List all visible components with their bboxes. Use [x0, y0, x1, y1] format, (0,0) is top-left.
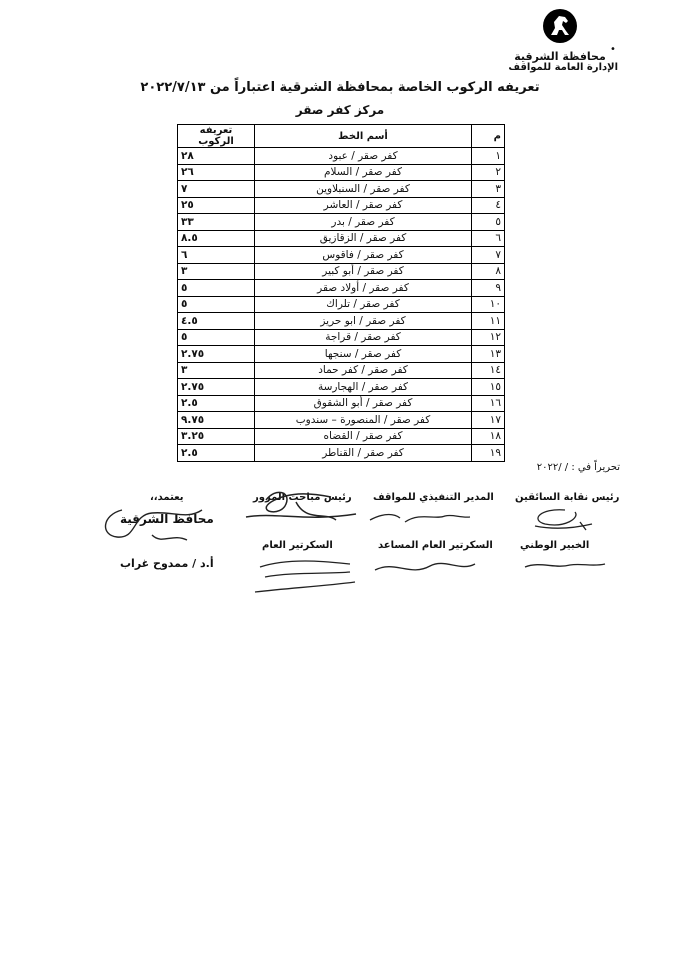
horse-logo-icon — [540, 8, 580, 44]
route-name: كفر صقر / ابو حريز — [255, 313, 472, 330]
table-row — [178, 280, 505, 297]
department-name: الإدارة العامة للمواقف — [508, 62, 618, 73]
route-fare: ٨.٥ — [178, 230, 255, 247]
route-name: كفر صقر / أبو كبير — [255, 263, 472, 280]
route-name: كفر صقر / المنصورة – سندوب — [255, 412, 472, 429]
route-name: كفر صقر / كفر حماد — [255, 362, 472, 379]
table-header-row — [178, 125, 505, 148]
table-row — [178, 296, 505, 313]
row-number: ٥ — [472, 214, 505, 231]
table-row — [178, 395, 505, 412]
route-name: كفر صقر / السلام — [255, 164, 472, 181]
route-name: كفر صقر / سنجها — [255, 346, 472, 363]
row-number: ١١ — [472, 313, 505, 330]
route-name: كفر صقر / الهجارسة — [255, 379, 472, 396]
route-fare: ٢.٥ — [178, 445, 255, 462]
dot-mark: • — [610, 44, 616, 55]
header-block — [505, 8, 615, 63]
table-row — [178, 197, 505, 214]
route-name: كفر صقر / عبود — [255, 148, 472, 165]
governor-name: أ.د / ممدوح غراب — [120, 557, 214, 570]
row-number: ٨ — [472, 263, 505, 280]
route-fare: ٦ — [178, 247, 255, 264]
table-row — [178, 428, 505, 445]
header-route: أسم الخط — [255, 125, 472, 148]
traffic-head-signature — [236, 482, 366, 532]
route-fare: ٢٨ — [178, 148, 255, 165]
table-row — [178, 445, 505, 462]
union-head-signature — [520, 500, 600, 535]
expert-title: الخبير الوطني — [520, 540, 590, 551]
route-fare: ٤.٥ — [178, 313, 255, 330]
table-row — [178, 346, 505, 363]
route-fare: ٩.٧٥ — [178, 412, 255, 429]
row-number: ١٧ — [472, 412, 505, 429]
route-fare: ٢.٧٥ — [178, 379, 255, 396]
route-name: كفر صقر / أولاد صقر — [255, 280, 472, 297]
route-fare: ٢٦ — [178, 164, 255, 181]
route-name: كفر صقر / أبو الشقوق — [255, 395, 472, 412]
route-fare: ٣.٢٥ — [178, 428, 255, 445]
row-number: ٩ — [472, 280, 505, 297]
row-number: ١٨ — [472, 428, 505, 445]
route-fare: ٣ — [178, 263, 255, 280]
secretary-signature — [250, 552, 360, 597]
table-row — [178, 164, 505, 181]
asst-secretary-signature — [370, 552, 480, 582]
governor-title: محافظ الشرقية — [120, 512, 214, 526]
row-number: ٧ — [472, 247, 505, 264]
route-name: كفر صقر / القضاه — [255, 428, 472, 445]
table-row — [178, 181, 505, 198]
route-fare: ٥ — [178, 296, 255, 313]
exec-director-title: المدير التنفيذي للمواقف — [373, 492, 494, 503]
table-row — [178, 379, 505, 396]
route-name: كفر صقر / فاقوس — [255, 247, 472, 264]
route-name: كفر صقر / العاشر — [255, 197, 472, 214]
fares-table — [177, 124, 505, 462]
route-fare: ٢.٥ — [178, 395, 255, 412]
header-num: م — [472, 125, 505, 148]
row-number: ٣ — [472, 181, 505, 198]
row-number: ١٦ — [472, 395, 505, 412]
row-number: ١٠ — [472, 296, 505, 313]
union-head-title: رئيس نقابة السائقين — [515, 492, 620, 503]
traffic-head-title: رئيس مباحث المرور — [253, 492, 352, 503]
table-row — [178, 412, 505, 429]
route-fare: ٥ — [178, 329, 255, 346]
route-name: كفر صقر / السنبلاوين — [255, 181, 472, 198]
row-number: ١ — [472, 148, 505, 165]
route-name: كفر صقر / قراجة — [255, 329, 472, 346]
table-row — [178, 329, 505, 346]
table-row — [178, 263, 505, 280]
governorate-name: محافظة الشرقية — [514, 50, 606, 63]
table-row — [178, 247, 505, 264]
row-number: ٤ — [472, 197, 505, 214]
table-row — [178, 362, 505, 379]
header-fare: تعريفه الركوب — [178, 125, 255, 148]
row-number: ١٩ — [472, 445, 505, 462]
table-row — [178, 230, 505, 247]
route-fare: ٥ — [178, 280, 255, 297]
approve-label: يعتمد،، — [150, 492, 184, 503]
row-number: ١٢ — [472, 329, 505, 346]
route-name: كفر صقر / الزقازيق — [255, 230, 472, 247]
asst-secretary-title: السكرتير العام المساعد — [378, 540, 493, 551]
page-subtitle: مركز كفر صقر — [295, 103, 385, 117]
route-name: كفر صقر / القناطر — [255, 445, 472, 462]
row-number: ١٤ — [472, 362, 505, 379]
table-row — [178, 148, 505, 165]
route-name: كفر صقر / تلراك — [255, 296, 472, 313]
route-fare: ٣٣ — [178, 214, 255, 231]
route-fare: ٣ — [178, 362, 255, 379]
route-fare: ٢٥ — [178, 197, 255, 214]
table-row — [178, 313, 505, 330]
row-number: ١٣ — [472, 346, 505, 363]
written-date: تحريراً في : / /٢٠٢٢ — [536, 462, 620, 473]
expert-signature — [520, 555, 610, 575]
exec-director-signature — [365, 502, 475, 532]
row-number: ٢ — [472, 164, 505, 181]
route-fare: ٧ — [178, 181, 255, 198]
route-fare: ٢.٧٥ — [178, 346, 255, 363]
row-number: ١٥ — [472, 379, 505, 396]
governor-signature — [92, 495, 212, 560]
table-row — [178, 214, 505, 231]
page-title: تعريفه الركوب الخاصة بمحافظة الشرقية اعتباراً من ٢٠٢٢/٧/١٣ — [140, 80, 540, 95]
secretary-title: السكرتير العام — [262, 540, 333, 551]
row-number: ٦ — [472, 230, 505, 247]
route-name: كفر صقر / بدر — [255, 214, 472, 231]
